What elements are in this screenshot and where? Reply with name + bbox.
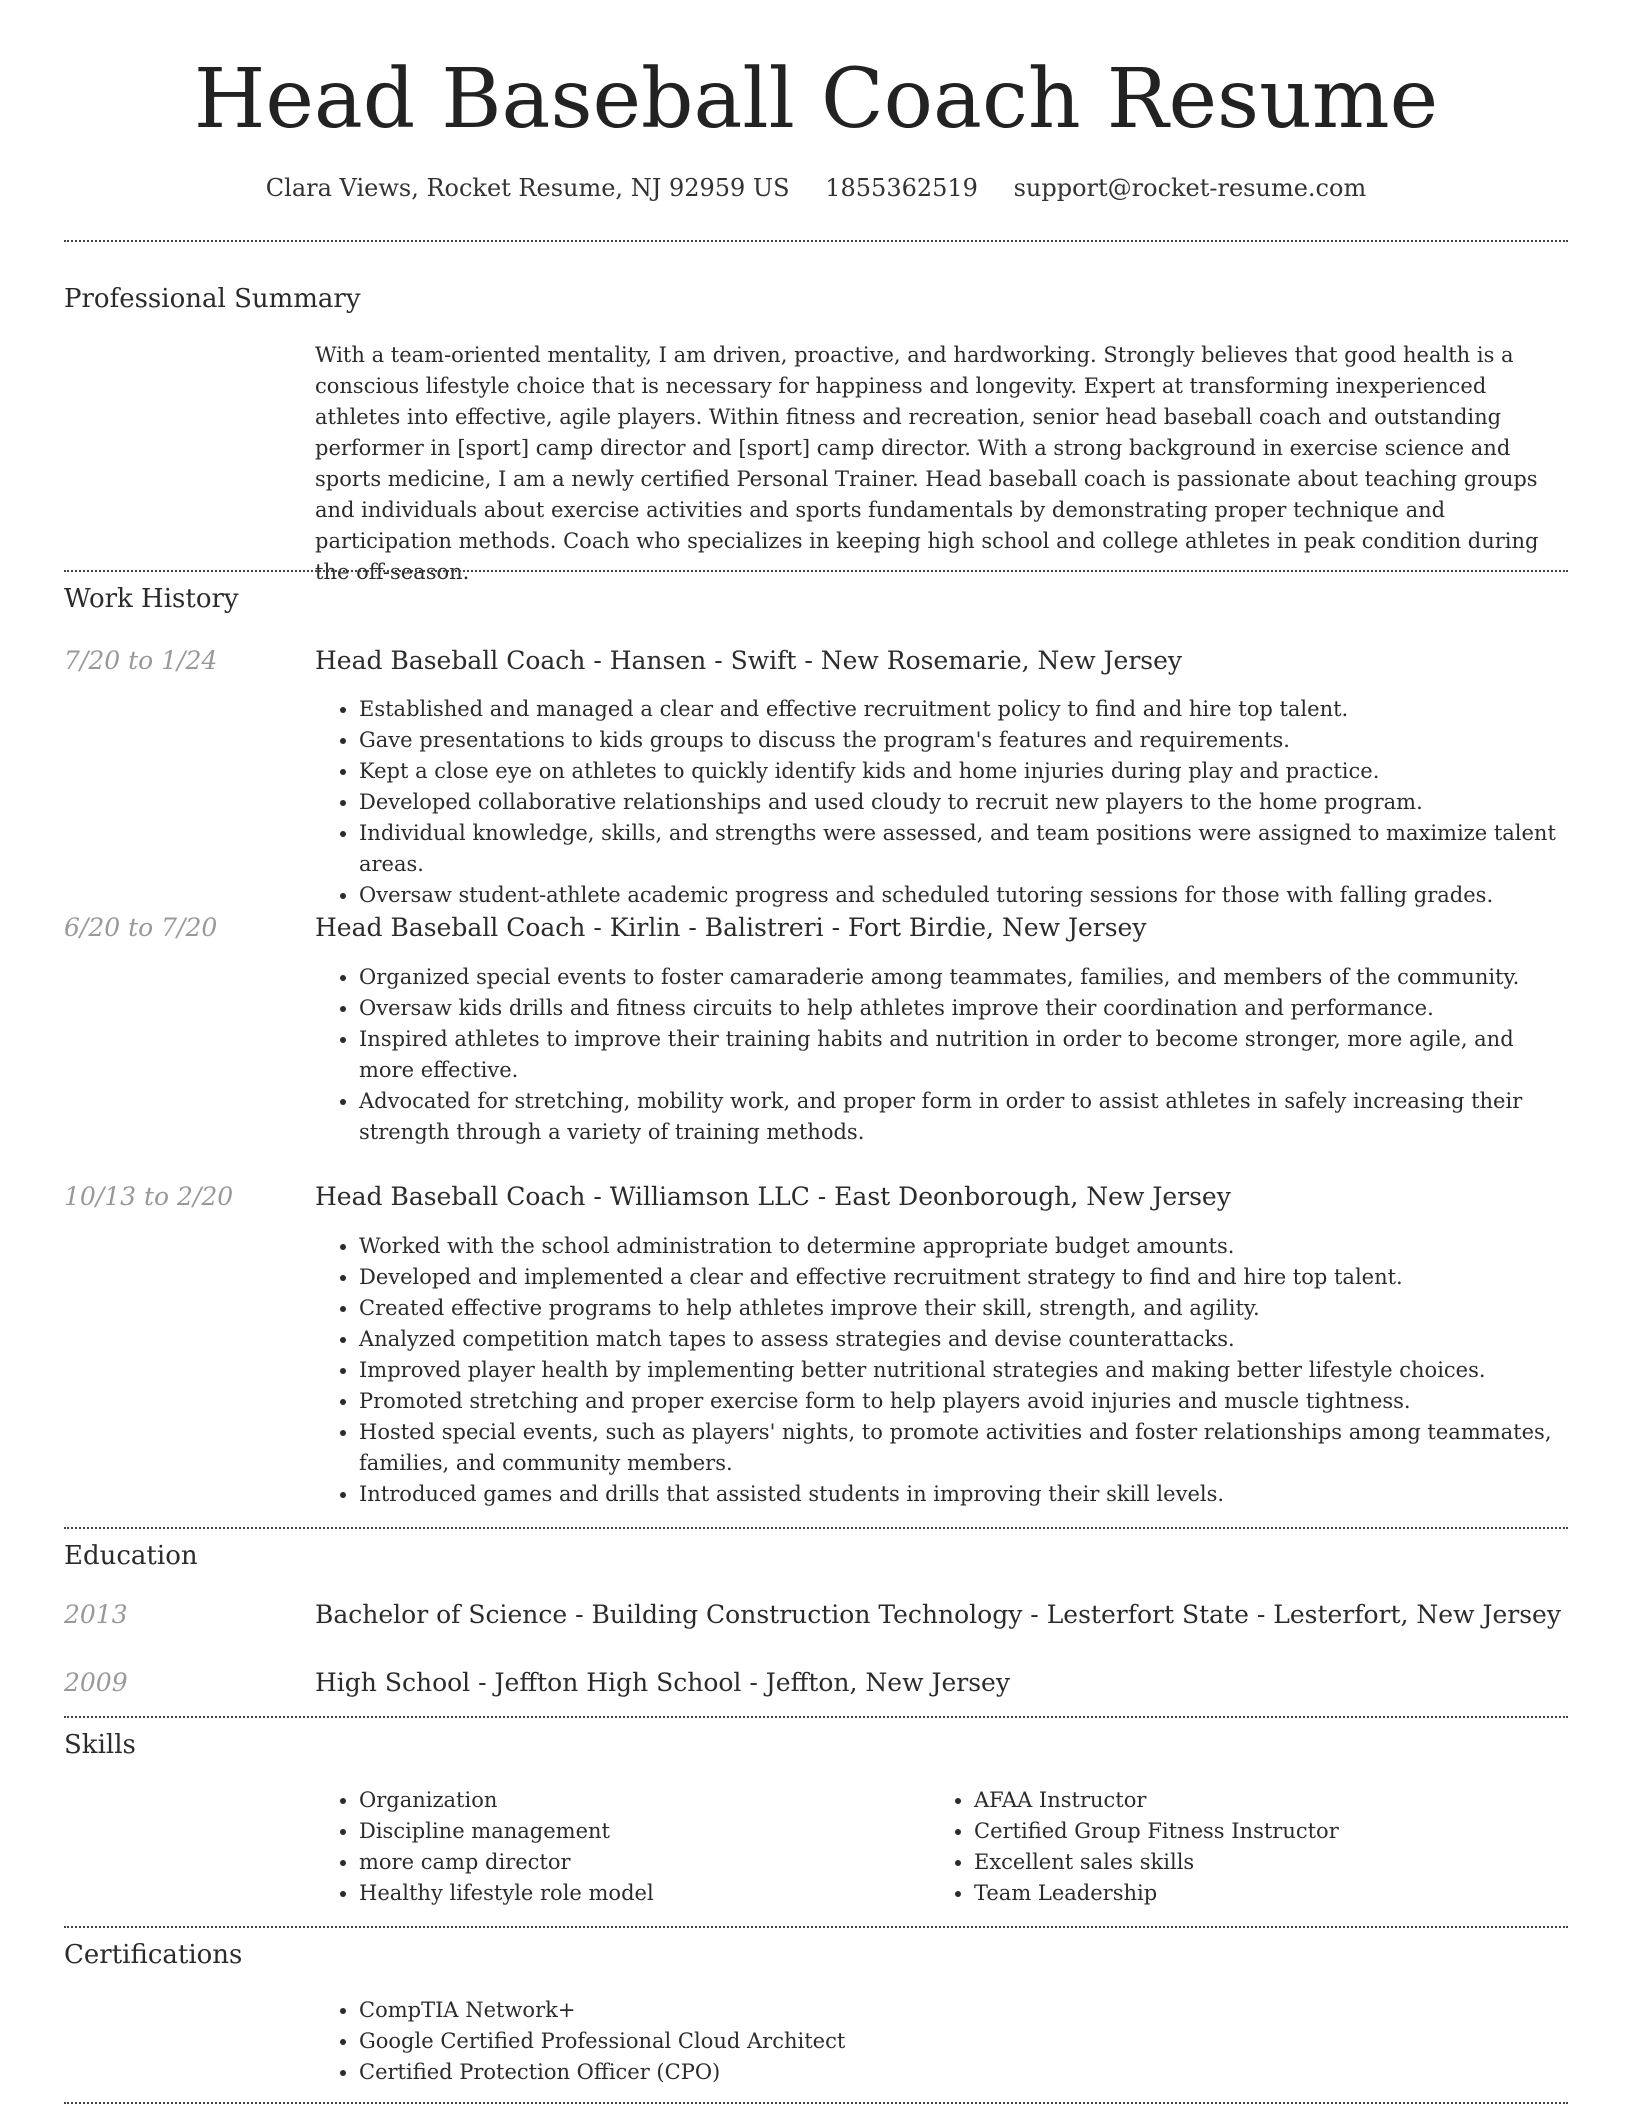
list-item: • Kept a close eye on athletes to quickly identify kids and home injuries during play and practice. bbox=[359, 756, 1568, 787]
section-title-certifications: Certifications bbox=[64, 1940, 243, 1970]
contact-address: Clara Views, Rocket Resume, NJ 92959 US bbox=[265, 174, 790, 202]
job-dates: 6/20 to 7/20 bbox=[64, 913, 218, 942]
divider bbox=[64, 240, 1568, 242]
education-year: 2013 bbox=[64, 1600, 128, 1629]
skill-item: • AFAA Instructor bbox=[974, 1785, 1550, 1816]
list-item: • Introduced games and drills that assisted students in improving their skill levels. bbox=[359, 1479, 1568, 1510]
divider bbox=[64, 1926, 1568, 1928]
list-item: • Oversaw kids drills and fitness circuits to help athletes improve their coordination and performance. bbox=[359, 993, 1568, 1024]
skill-item: • Organization bbox=[359, 1785, 905, 1816]
education-year: 2009 bbox=[64, 1668, 128, 1697]
list-item: • Developed and implemented a clear and effective recruitment strategy to find and hire top talent. bbox=[359, 1262, 1568, 1293]
section-title-skills: Skills bbox=[64, 1730, 136, 1760]
summary-text: With a team-oriented mentality, I am driven, proactive, and hardworking. Strongly believes that good health is a conscious lifestyle choice that is necessary for happiness and longevity. Expert at transforming inexperienced athletes into effective, agile players. Within fitness and recreation, senior head baseball coach and outstanding performer in [sport] camp director and [sport] camp director. With a strong background in exercise science and sports medicine, I am a newly certified Personal Trainer. Head baseball coach is passionate about teaching groups and individuals about exercise activities and sports fundamentals by demonstrating proper technique and participation methods. Coach who specializes in keeping high school and college athletes in peak condition during the off-season. bbox=[315, 343, 1539, 584]
page-title: Head Baseball Coach Resume bbox=[193, 52, 1439, 147]
section-title-summary: Professional Summary bbox=[64, 284, 361, 314]
certification-item: • Certified Protection Officer (CPO) bbox=[359, 2057, 1568, 2088]
job-title: Head Baseball Coach - Hansen - Swift - New Rosemarie, New Jersey bbox=[315, 646, 1183, 675]
job-title: Head Baseball Coach - Kirlin - Balistreri - Fort Birdie, New Jersey bbox=[315, 913, 1147, 942]
section-title-work: Work History bbox=[64, 584, 239, 614]
list-item: • Hosted special events, such as players' nights, to promote activities and foster relationships among teammates, families, and community members. bbox=[359, 1417, 1568, 1479]
contact-phone: 1855362519 bbox=[825, 174, 978, 202]
job-bullets bbox=[315, 694, 1568, 911]
list-item: • Promoted stretching and proper exercise form to help players avoid injuries and muscle tightness. bbox=[359, 1386, 1568, 1417]
skill-item: • Healthy lifestyle role model bbox=[359, 1878, 905, 1909]
list-item: • Oversaw student-athlete academic progress and scheduled tutoring sessions for those with falling grades. bbox=[359, 880, 1568, 911]
divider bbox=[64, 1716, 1568, 1718]
job-bullets bbox=[315, 1231, 1568, 1510]
list-item: • Advocated for stretching, mobility work, and proper form in order to assist athletes in safely increasing their strength through a variety of training methods. bbox=[359, 1086, 1568, 1148]
skill-item: • Certified Group Fitness Instructor bbox=[974, 1816, 1550, 1847]
contact-email: support@rocket-resume.com bbox=[1013, 174, 1367, 202]
list-item: • Created effective programs to help athletes improve their skill, strength, and agility. bbox=[359, 1293, 1568, 1324]
skill-item: • Discipline management bbox=[359, 1816, 905, 1847]
divider bbox=[64, 2102, 1568, 2104]
education-entry: Bachelor of Science - Building Construction Technology - Lesterfort State - Lesterfort, New Jersey bbox=[315, 1600, 1561, 1629]
contact-line bbox=[0, 172, 1632, 204]
list-item: • Improved player health by implementing better nutritional strategies and making better lifestyle choices. bbox=[359, 1355, 1568, 1386]
certification-item: • Google Certified Professional Cloud Architect bbox=[359, 2026, 1568, 2057]
certification-item: • CompTIA Network+ bbox=[359, 1995, 1568, 2026]
job-dates: 7/20 to 1/24 bbox=[64, 646, 218, 675]
skill-item: • more camp director bbox=[359, 1847, 905, 1878]
list-item: • Developed collaborative relationships and used cloudy to recruit new players to the home program. bbox=[359, 787, 1568, 818]
list-item: • Established and managed a clear and effective recruitment policy to find and hire top talent. bbox=[359, 694, 1568, 725]
job-bullets bbox=[315, 962, 1568, 1148]
list-item: • Gave presentations to kids groups to discuss the program's features and requirements. bbox=[359, 725, 1568, 756]
section-title-education: Education bbox=[64, 1541, 198, 1571]
list-item: • Individual knowledge, skills, and strengths were assessed, and team positions were assigned to maximize talent areas. bbox=[359, 818, 1568, 880]
skills-list-left bbox=[315, 1785, 905, 1909]
list-item: • Inspired athletes to improve their training habits and nutrition in order to become stronger, more agile, and more effective. bbox=[359, 1024, 1568, 1086]
divider bbox=[64, 570, 1568, 572]
job-title: Head Baseball Coach - Williamson LLC - East Deonborough, New Jersey bbox=[315, 1182, 1231, 1211]
certifications-list bbox=[315, 1995, 1568, 2088]
skill-item: • Excellent sales skills bbox=[974, 1847, 1550, 1878]
skills-list-right bbox=[930, 1785, 1550, 1909]
list-item: • Analyzed competition match tapes to assess strategies and devise counterattacks. bbox=[359, 1324, 1568, 1355]
education-entry: High School - Jeffton High School - Jeffton, New Jersey bbox=[315, 1668, 1010, 1697]
skill-item: • Team Leadership bbox=[974, 1878, 1550, 1909]
job-dates: 10/13 to 2/20 bbox=[64, 1182, 234, 1211]
list-item: • Worked with the school administration to determine appropriate budget amounts. bbox=[359, 1231, 1568, 1262]
list-item: • Organized special events to foster camaraderie among teammates, families, and members of the community. bbox=[359, 962, 1568, 993]
divider bbox=[64, 1527, 1568, 1529]
